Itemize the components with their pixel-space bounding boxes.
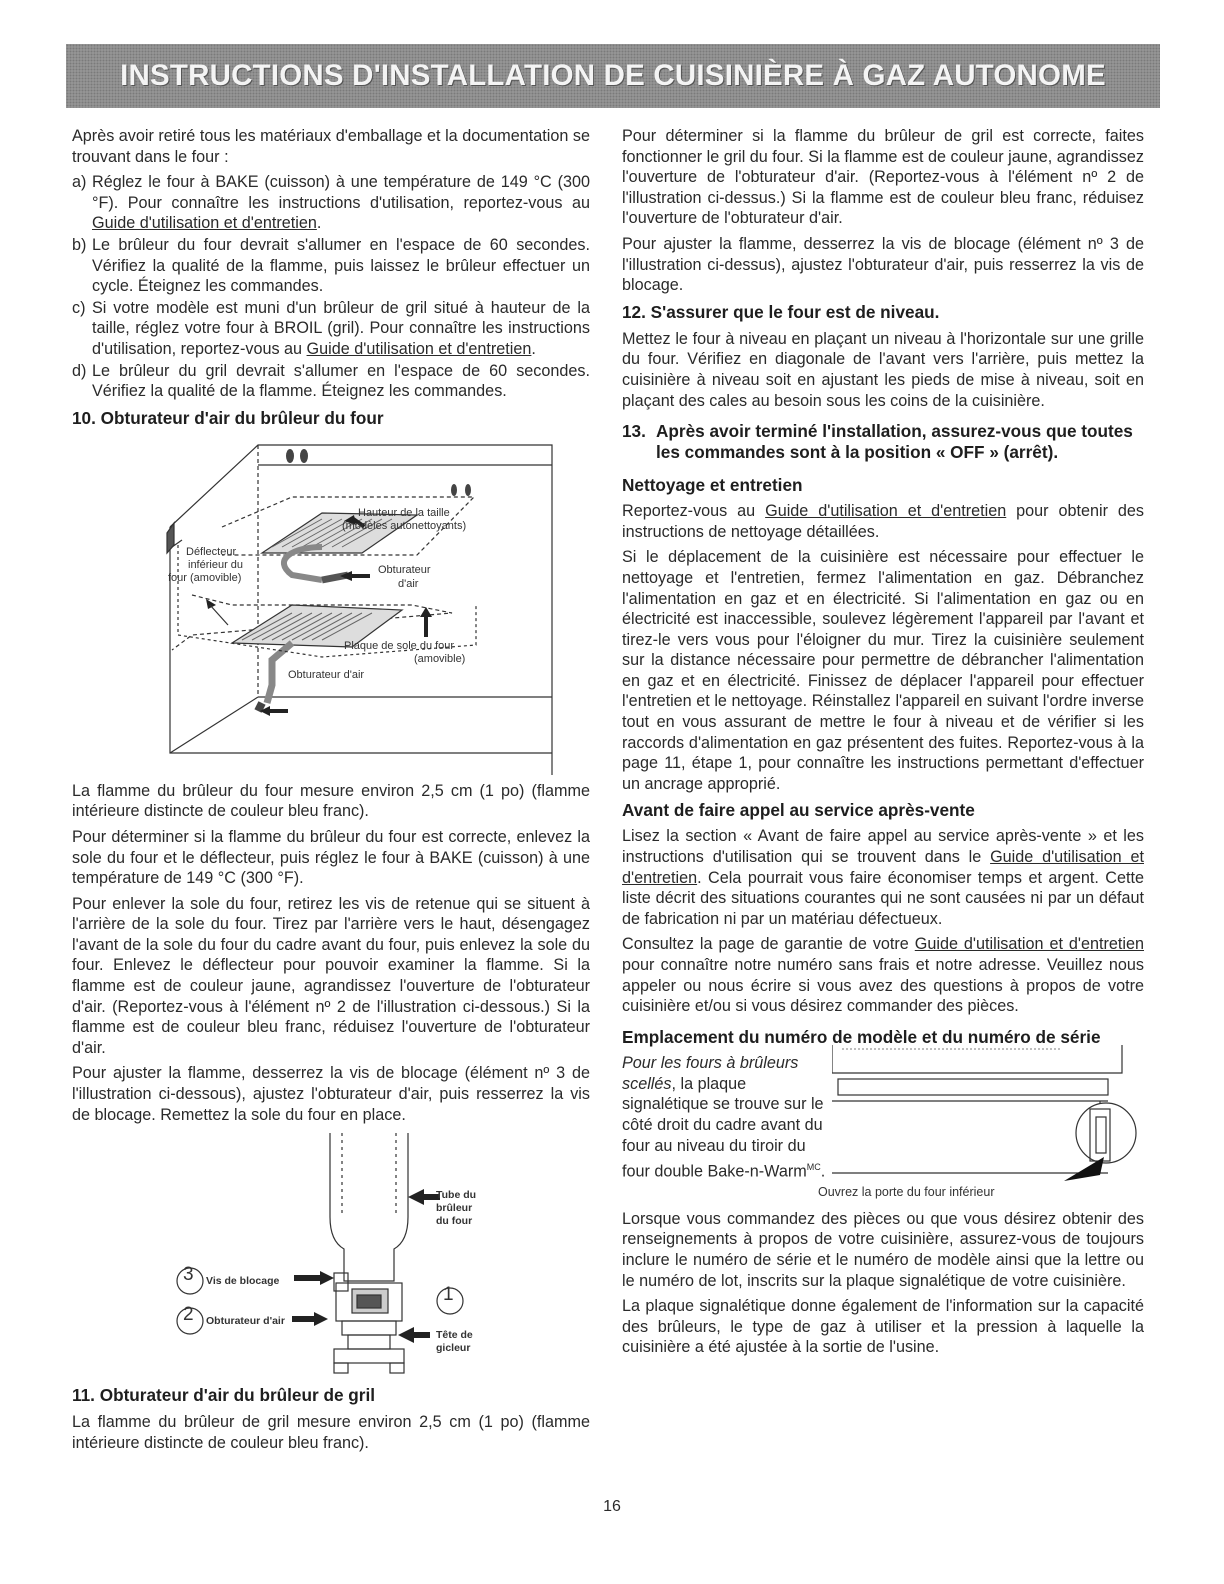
air-shutter-label-1: Obturateur bbox=[378, 563, 431, 576]
cleaning-heading: Nettoyage et entretien bbox=[622, 475, 803, 496]
intro-paragraph: Après avoir retiré tous les matériaux d'emballage et la documentation se trouvant dans le four : bbox=[72, 127, 590, 166]
section-13-heading: 13. Après avoir terminé l'installation, assurez-vous que toutes les commandes sont à la position « OFF » (arrêt). bbox=[622, 421, 1133, 463]
deflector-label-2: inférieur du bbox=[188, 558, 244, 571]
page-title: INSTRUCTIONS D'INSTALLATION DE CUISINIÈRE À GAZ AUTONOME bbox=[120, 59, 1106, 92]
paragraph: Lisez la section « Avant de faire appel au service après-vente » et les instructions d'utilisation qui se trouvent dans le Guide d'utilisation et d'entretien. Cela pourrait vous faire économiser temps et argent. Cette liste décrit des situations courantes qui ne sont causées ni par un défaut de fabrication ni par un matériau défectueux. bbox=[622, 827, 1144, 928]
lower-door-caption: Ouvrez la porte du four inférieur bbox=[818, 1184, 995, 1199]
paragraph: Lorsque vous commandez des pièces ou que vous désirez obtenir des renseignements à propos de votre cuisinière, assurez-vous de toujours inclure le numéro de série et le numéro de modèle ainsi que la lettre ou le numéro de lot, inscrits sur la plaque signalétique de votre cuisinière. bbox=[622, 1209, 1144, 1290]
model-number-heading: Emplacement du numéro de modèle et du numéro de série bbox=[622, 1026, 1101, 1047]
guide-link: Guide d'utilisation et d'entretien bbox=[765, 502, 1007, 521]
paragraph: Pour ajuster la flamme, desserrez la vis de blocage (élément nº 3 de l'illustration ci-dessus), ajustez l'obturateur d'air, puis resserrez la vis de blocage. bbox=[622, 234, 1144, 295]
step-d: d) Le brûleur du gril devrait s'allumer en l'espace de 60 secondes. Vérifiez la qualité de la flamme. Éteignez les commandes. bbox=[72, 361, 590, 401]
air-shutter-label-2: d'air bbox=[398, 577, 419, 590]
guide-link: Guide d'utilisation et d'entretien bbox=[306, 339, 532, 358]
service-heading: Avant de faire appel au service après-vente bbox=[622, 800, 975, 821]
section-12-heading: 12. S'assurer que le four est de niveau. bbox=[622, 301, 940, 322]
oven-burner-illustration bbox=[72, 435, 590, 775]
paragraph: La flamme du brûleur du four mesure environ 2,5 cm (1 po) (flamme intérieure distincte de couleur bleu franc). bbox=[72, 781, 590, 821]
number-2: 2 bbox=[183, 1304, 194, 1326]
nozzle-label-2: gicleur bbox=[436, 1342, 471, 1355]
bottom-plate-label-1: Plaque de sole du four bbox=[344, 639, 455, 652]
paragraph: Pour déterminer si la flamme du brûleur du four est correcte, enlevez la sole du four et le déflecteur, puis réglez le four à BAKE (cuisson) à une température de 149 °C (300 °F). bbox=[72, 827, 590, 888]
step-a: a) Réglez le four à BAKE (cuisson) à une température de 149 °C (300 °F). Pour connaître les instructions d'utilisation, reportez-vous au Guide d'utilisation et d'entretien. bbox=[72, 173, 590, 233]
paragraph: La plaque signalétique donne également de l'information sur la capacité des brûleurs, le type de gaz à utiliser et la pression à laquelle la cuisinière a été ajustée à la sortie de l'usine. bbox=[622, 1297, 1144, 1357]
serial-plate-illustration bbox=[832, 1045, 1144, 1189]
left-column bbox=[72, 126, 590, 1458]
step-c: c) Si votre modèle est muni d'un brûleur de gril situé à hauteur de la taille, réglez votre four à BROIL (gril). Pour connaître les instructions d'utilisation, reportez-vous au Guide d'utilisation et d'entretien. bbox=[72, 298, 590, 358]
bottom-plate-label-2: (amovible) bbox=[414, 652, 466, 665]
title-banner bbox=[66, 44, 1160, 108]
deflector-label-1: Déflecteur bbox=[186, 545, 237, 558]
serial-plate-section bbox=[622, 1053, 1144, 1203]
number-3: 3 bbox=[183, 1264, 194, 1286]
tube-label-1: Tube du bbox=[436, 1189, 477, 1202]
number-1: 1 bbox=[443, 1284, 454, 1306]
paragraph: La flamme du brûleur de gril mesure environ 2,5 cm (1 po) (flamme intérieure distincte de couleur bleu franc). bbox=[72, 1413, 590, 1452]
section-10-heading: 10. Obturateur d'air du brûleur du four bbox=[72, 407, 384, 428]
waist-height-label: Hauteur de la taille bbox=[358, 506, 450, 519]
deflector-label-3: four (amovible) bbox=[168, 571, 242, 584]
shutter-label: Obturateur d'air bbox=[206, 1315, 285, 1328]
self-clean-label: (modèles autonettoyants) bbox=[342, 519, 467, 532]
lower-shutter-label: Obturateur d'air bbox=[288, 668, 365, 681]
paragraph: Pour ajuster la flamme, desserrez la vis de blocage (élément nº 3 de l'illustration ci-dessous), ajustez l'obturateur d'air, puis resserrez la vis de blocage. Remettez la sole du four en place. bbox=[72, 1064, 590, 1124]
tube-label-3: du four bbox=[436, 1215, 473, 1228]
tube-label-2: brûleur bbox=[436, 1202, 473, 1215]
guide-link: Guide d'utilisation et d'entretien bbox=[92, 214, 317, 233]
paragraph: Pour déterminer si la flamme du brûleur de gril est correcte, faites fonctionner le gril du four. Si la flamme est de couleur jaune, agrandissez l'ouverture de l'obturateur d'air. (Reportez-vous à l'élément nº 2 de l'illustration ci-dessus.) Si la flamme est de couleur bleu franc, réduisez l'ouverture de l'obturateur d'air. bbox=[622, 127, 1144, 228]
section-11-heading: 11. Obturateur d'air du brûleur de gril bbox=[72, 1385, 376, 1406]
guide-link: Guide d'utilisation et d'entretien bbox=[622, 848, 1144, 887]
air-shutter-illustration bbox=[72, 1133, 590, 1377]
paragraph: Mettez le four à niveau en plaçant un niveau à l'horizontale sur une grille du four. Vérifiez en diagonale de l'avant vers l'arrière, puis mettez la cuisinière à niveau soit en ajustant les pieds de mise à niveau, soit en plaçant des cales au besoin sous les coins de la cuisinière. bbox=[622, 329, 1144, 410]
guide-link: Guide d'utilisation et d'entretien bbox=[914, 935, 1144, 954]
oven-burner-figure bbox=[72, 435, 590, 775]
paragraph: Pour enlever la sole du four, retirez les vis de retenue qui se situent à l'arrière de la sole du four. Tirez par l'arrière vers le haut, désengagez l'avant de la sole du four du cadre avant du four, puis enlevez la sole du four. Enlevez le déflecteur pour pouvoir examiner la flamme. Si la flamme est de couleur jaune, agrandissez l'ouverture de l'obturateur d'air. (Reportez-vous à l'élément nº 2 de l'illustration ci-dessous.) Si la flamme est de couleur bleu franc, réduisez l'ouverture de l'obturateur d'air. bbox=[72, 894, 590, 1057]
air-shutter-figure bbox=[72, 1133, 590, 1377]
page-number: 16 bbox=[603, 1498, 621, 1515]
serial-plate-text: Pour les fours à brûleurs scellés, la plaque signalétique se trouve sur le côté droit du cadre avant du four au niveau du tiroir du four double Bake-n-Warm$^{MC}$. bbox=[622, 1053, 826, 1181]
paragraph: Si le déplacement de la cuisinière est nécessaire pour effectuer le nettoyage et l'entretien, fermez l'alimentation en gaz. Débranchez l'alimentation en gaz et en électricité. Si l'alimentation en gaz ou en électricité est inaccessible, soulevez légèrement l'appareil par l'avant et tirez-le vers vous pour l'éloigner du mur. Tirez la cuisinière seulement sur la distance nécessaire pour permettre de débrancher l'alimentation en gaz et en électricité. Finissez de déplacer l'appareil pour effectuer l'entretien et le nettoyage. Réinstallez l'appareil en suivant l'ordre inverse tout en vous assurant de mettre le four à niveau et de vérifier si les raccords d'alimentation en gaz présentent des fuites. Reportez-vous à la page 11, étape 1, pour connaître les instructions permettant d'effectuer un ancrage approprié. bbox=[622, 548, 1144, 793]
paragraph: Consultez la page de garantie de votre Guide d'utilisation et d'entretien pour connaître notre numéro sans frais et notre adresse. Veuillez nous appeler ou nous écrire si vous avez des questions à propos de votre cuisinière et/ou si vous désirez commander des pièces. bbox=[622, 935, 1144, 1016]
paragraph: Reportez-vous au Guide d'utilisation et d'entretien pour obtenir des instructions de nettoyage détaillées. bbox=[622, 502, 1144, 541]
step-b: b) Le brûleur du four devrait s'allumer en l'espace de 60 secondes. Vérifiez la qualité de la flamme, puis laissez le brûleur effectuer un cycle. Éteignez les commandes. bbox=[72, 235, 590, 296]
right-column bbox=[622, 126, 1144, 1363]
lock-screw-label: Vis de blocage bbox=[206, 1275, 280, 1288]
nozzle-label-1: Tête de bbox=[436, 1329, 473, 1342]
